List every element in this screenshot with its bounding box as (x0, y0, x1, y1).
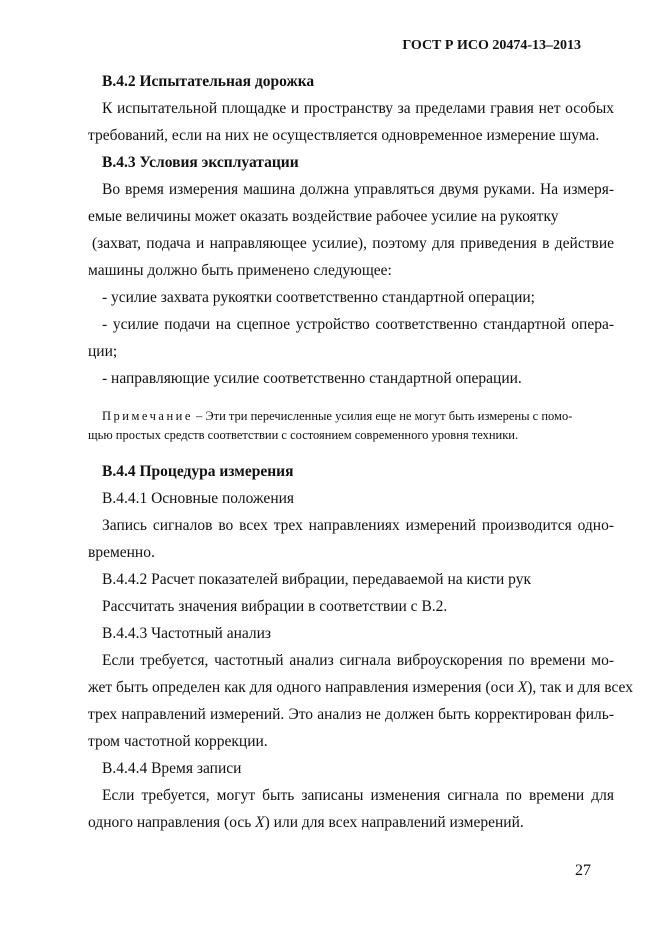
page-number: 27 (575, 862, 591, 879)
subsection-title: В.4.4.1 Основные положения (102, 490, 295, 507)
list-item: - усилие захвата рукоятки соответственно стандартной операции; (102, 289, 535, 306)
list-item: - направляющие усилие соответственно стандартной операции. (102, 370, 522, 387)
note-line (102, 407, 572, 426)
paragraph-line: Во время измерения машина должна управляться двумя руками. На измеря- (102, 181, 614, 198)
paragraph-line: Рассчитать значения вибрации в соответствии с В.2. (102, 598, 448, 615)
subsection-title: В.4.4.2 Расчет показателей вибрации, передаваемой на кисти рук (102, 571, 531, 588)
paragraph-line: тром частотной коррекции. (88, 733, 268, 750)
standard-header: ГОСТ Р ИСО 20474-13–2013 (402, 38, 581, 53)
heading-b44: В.4.4 Процедура измерения (102, 463, 294, 480)
paragraph-line: одного направления (ось X) или для всех направлений измерений. (88, 814, 524, 831)
heading-b43: В.4.3 Условия эксплуатации (102, 154, 299, 171)
subsection-title: В.4.4.3 Частотный анализ (102, 625, 272, 642)
paragraph-line: машины должно быть применено следующее: (88, 262, 392, 279)
paragraph-line: Если требуется, частотный анализ сигнала виброускорения по времени мо- (102, 652, 614, 669)
paragraph-line: требований, если на них не осуществляется одновременное измерение шума. (88, 127, 600, 144)
paragraph-line: емые величины может оказать воздействие рабочее усилие на рукоятку (88, 208, 559, 225)
axis-symbol: X (255, 814, 265, 831)
note-label: Примечание (102, 409, 193, 423)
subsection-title: В.4.4.4 Время записи (102, 760, 242, 777)
paragraph-line: временно. (88, 544, 155, 561)
heading-b42: В.4.2 Испытательная дорожка (102, 73, 315, 90)
paragraph-line: трех направлений измерений. Это анализ не должен быть корректирован филь- (88, 706, 614, 723)
note-text: – Эти три перечисленные усилия еще не могут быть измерены с помо- (192, 409, 573, 423)
list-item-continuation: ции; (88, 343, 118, 360)
paragraph-line: Запись сигналов во всех трех направлениях измерений производится одно- (102, 517, 614, 534)
list-item: - усилие подачи на сцепное устройство соответственно стандартной опера- (102, 316, 614, 333)
paragraph-line: жет быть определен как для одного направления измерения (оси X), так и для всех (88, 679, 633, 696)
note-line: щью простых средств соответствии с состоянием современного уровня техники. (88, 428, 519, 442)
paragraph-line: К испытательной площадке и пространству за пределами гравия нет особых (102, 100, 614, 117)
axis-symbol: X (517, 679, 528, 696)
paragraph-line: (захват, подача и направляющее усилие), поэтому для приведения в действие (92, 235, 614, 252)
paragraph-line: Если требуется, могут быть записаны изменения сигнала по времени для (102, 787, 614, 804)
